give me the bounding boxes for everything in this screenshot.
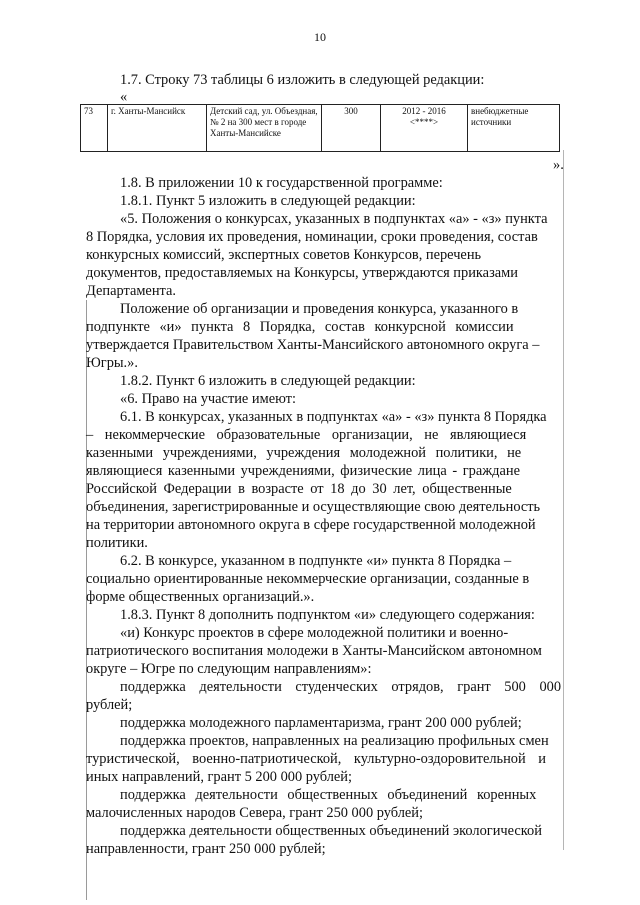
text-line: объединения, зарегистрированные и осуществляющие свою деятельность — [86, 499, 541, 515]
text-line: иных направлений, грант 5 200 000 рублей; — [86, 769, 352, 785]
cell-years — [381, 105, 468, 152]
text-line: поддержка деятельности общественных объединений коренных — [120, 787, 537, 803]
text-line: 1.8. В приложении 10 к государственной программе: — [120, 175, 443, 191]
text-line: 6.2. В конкурсе, указанном в подпункте «и» пункта 8 Порядка – — [120, 553, 512, 569]
cell-city: г. Ханты-Мансийск — [108, 105, 207, 152]
text-line: 8 Порядка, условия их проведения, номинации, сроки проведения, состав — [86, 229, 538, 245]
text-line: поддержка молодежного парламентаризма, грант 200 000 рублей; — [120, 715, 522, 731]
years-footnote: <****> — [409, 117, 439, 127]
cell-number: 73 — [81, 105, 108, 152]
text-line: рублей; — [86, 697, 133, 713]
text-line: 1.8.1. Пункт 5 изложить в следующей редакции: — [120, 193, 416, 209]
text-line: направленности, грант 250 000 рублей; — [86, 841, 326, 857]
text-line: поддержка деятельности общественных объединений экологической — [120, 823, 542, 839]
text-line: утверждается Правительством Ханты-Мансийского автономного округа – — [86, 337, 540, 353]
text-line: являющиеся казенными учреждениями, физические лица - граждане — [86, 463, 520, 479]
text-line: патриотического воспитания молодежи в Ханты-Мансийском автономном — [86, 643, 542, 659]
cell-capacity: 300 — [322, 105, 381, 152]
text-line: «5. Положения о конкурсах, указанных в подпунктах «а» - «з» пункта — [120, 211, 548, 227]
text-line: социально ориентированные некоммерческие организации, созданные в — [86, 571, 530, 587]
years-range: 2012 - 2016 — [402, 106, 446, 116]
text-line: подпункте «и» пункта 8 Порядка, состав конкурсной комиссии — [86, 319, 514, 335]
table-6-row — [80, 104, 560, 152]
text-line: 1.8.3. Пункт 8 дополнить подпунктом «и» следующего содержания: — [120, 607, 535, 623]
text-line: на территории автономного округа в сфере государственной молодежной — [86, 517, 536, 533]
text-line: форме общественных организаций.». — [86, 589, 315, 605]
text-line: Положение об организации и проведения конкурса, указанного в — [120, 301, 519, 317]
cell-source: внебюджетные источники — [468, 105, 560, 152]
text-line: документов, предоставляемых на Конкурсы, утверждаются приказами — [86, 265, 518, 281]
table-row — [81, 105, 560, 152]
text-line: политики. — [86, 535, 148, 551]
scan-margin-line — [563, 150, 564, 850]
text-line: поддержка проектов, направленных на реализацию профильных смен — [120, 733, 549, 749]
text-line: «6. Право на участие имеют: — [120, 391, 296, 407]
text-line: округе – Югре по следующим направлениям»: — [86, 661, 372, 677]
close-quote: ». — [553, 157, 564, 173]
text-line: конкурсных комиссий, экспертных советов Конкурсов, перечень — [86, 247, 482, 263]
text-line: казенными учреждениями, учреждения молодежной политики, не — [86, 445, 522, 461]
text-line: поддержка деятельности студенческих отрядов, грант 500 000 — [120, 679, 562, 695]
text-line: – некоммерческие образовательные организации, не являющиеся — [86, 427, 527, 443]
text-line: 1.8.2. Пункт 6 изложить в следующей редакции: — [120, 373, 416, 389]
text-line: 6.1. В конкурсах, указанных в подпунктах «а» - «з» пункта 8 Порядка — [120, 409, 547, 425]
cell-object: Детский сад, ул. Объездная, № 2 на 300 мест в городе Ханты-Мансийске — [207, 105, 322, 152]
page-number: 10 — [314, 30, 326, 44]
text-line: Югры.». — [86, 355, 138, 371]
section-heading: 1.7. Строку 73 таблицы 6 изложить в следующей редакции: — [120, 72, 485, 88]
text-line: малочисленных народов Севера, грант 250 000 рублей; — [86, 805, 423, 821]
text-line: туристической, военно-патриотической, культурно-оздоровительной и — [86, 751, 546, 767]
text-line: Департамента. — [86, 283, 176, 299]
text-line: Российской Федерации в возрасте от 18 до 30 лет, общественные — [86, 481, 512, 497]
open-quote: « — [120, 89, 128, 105]
text-line: «и) Конкурс проектов в сфере молодежной политики и военно- — [120, 625, 509, 641]
